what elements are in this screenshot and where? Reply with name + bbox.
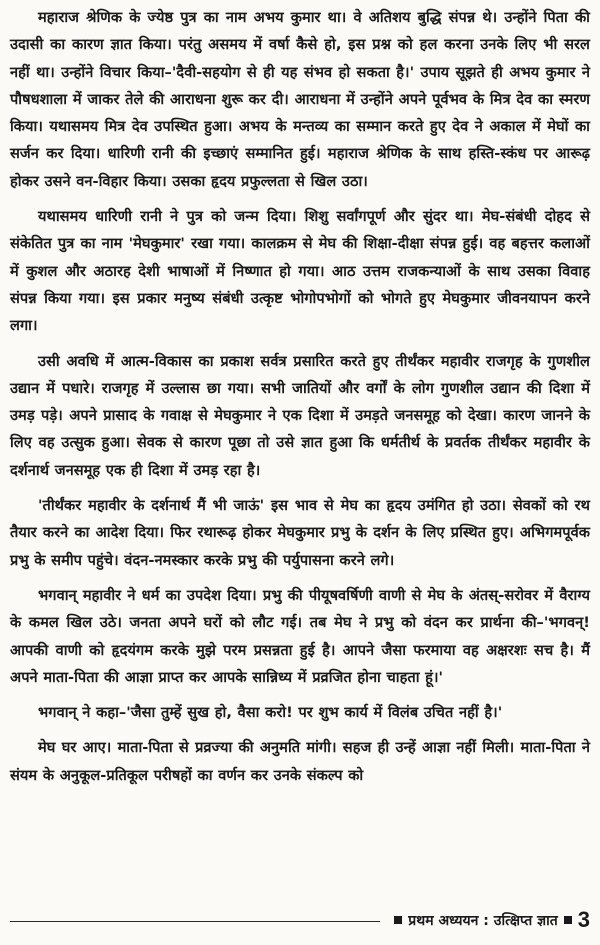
page-footer: [10, 905, 590, 935]
book-page: [10, 0, 590, 945]
paragraph: 'तीर्थंकर महावीर के दर्शनार्थ मैं भी जाऊं' इस भाव से मेघ का हृदय उमंगित हो उठा। सेवकों को रथ तैयार करने का आदेश दिया। फिर रथारूढ़ होकर मेघकुमार प्रभु के दर्शन के लिए प्रस्थित हुए। अभिगमपूर्वक प्रभु के समीप पहुंचे। वंदन-नमस्कार करके प्रभु की पर्युपासना करने लगे।: [10, 497, 590, 569]
paragraph: यथासमय धारिणी रानी ने पुत्र को जन्म दिया। शिशु सर्वांगपूर्ण और सुंदर था। मेघ-संबंधी दोहद से संकेतित पुत्र का नाम 'मेघकुमार' रखा गया। कालक्रम से मेघ की शिक्षा-दीक्षा संपन्न हुई। वह बहत्तर कलाओं में कुशल और अठारह देशी भाषाओं में निष्णात हो गया। आठ उत्तम राजकन्याओं के साथ उसका विवाह संपन्न किया गया। इस प्रकार मनुष्य संबंधी उत्कृष्ट भोगोपभोगों को भोगते हुए मेघकुमार जीवनयापन करने लगा।: [10, 208, 590, 335]
page-body: [10, 4, 590, 797]
square-bullet-icon: [564, 916, 572, 924]
paragraph: उसी अवधि में आत्म-विकास का प्रकाश सर्वत्र प्रसारित करते हुए तीर्थंकर महावीर राजगृह के गुणशील उद्यान में पधारे। राजगृह में उल्लास छा गया। सभी जातियों और वर्गों के लोग गुणशील उद्यान की दिशा में उमड़ पड़े। अपने प्रासाद के गवाक्ष से मेघकुमार ने एक दिशा में उमड़ते जनसमूह को देखा। कारण जानने के लिए वह उत्सुक हुआ। सेवक से कारण पूछा तो उसे ज्ञात हुआ कि धर्मतीर्थ के प्रवर्तक तीर्थंकर महावीर के दर्शनार्थ जनसमूह एक ही दिशा में उमड़ रहा है।: [10, 352, 590, 479]
paragraph: मेघ घर आए। माता-पिता से प्रव्रज्या की अनुमति मांगी। सहज ही उन्हें आज्ञा नहीं मिली। माता-पिता ने संयम के अनुकूल-प्रतिकूल परीषहों का वर्णन कर उनके संकल्प को: [10, 739, 590, 784]
paragraph: भगवान् ने कहा–'जैसा तुम्हें सुख हो, वैसा करो! पर शुभ कार्य में विलंब उचित नहीं है।': [38, 704, 503, 722]
paragraph: भगवान् महावीर ने धर्म का उपदेश दिया। प्रभु की पीयूषवर्षिणी वाणी से मेघ के अंतस्-सरोवर में वैराग्य के कमल खिल उठे। जनता अपने घरों को लौट गई। तब मेघ ने प्रभु को वंदन कर प्रार्थना की–'भगवन्! आपकी वाणी को हृदयंगम करके मुझे परम प्रसन्नता हुई है। आपने जैसा फरमाया वह अक्षरशः सच है। मैं अपने माता-पिता की आज्ञा प्राप्त कर आपके सान्निध्य में प्रव्रजित होना चाहता हूं।': [10, 586, 590, 686]
chapter-title: प्रथम अध्ययन : उत्क्षिप्त ज्ञात: [408, 912, 558, 929]
paragraph: महाराज श्रेणिक के ज्येष्ठ पुत्र का नाम अभय कुमार था। वे अतिशय बुद्धि संपन्न थे। उन्होंने पिता की उदासी का कारण ज्ञात किया। परंतु असमय में वर्षा कैसे हो, इस प्रश्न को हल करना उनके लिए भी सरल नहीं था। उन्होंने विचार किया–'दैवी-सहयोग से ही यह संभव हो सकता है।' उपाय सूझते ही अभय कुमार ने पौषधशाला में जाकर तेले की आराधना शुरू कर दी। आराधना में उन्होंने अपने पूर्वभव के मित्र देव का स्मरण किया। यथासमय मित्र देव उपस्थित हुआ। अभय के मन्तव्य का सम्मान करते हुए देव ने अकाल में मेघों का सर्जन कर दिया। धारिणी रानी की इच्छाएं सम्मानित हुई। महाराज श्रेणिक के साथ हस्ति-स्कंध पर आरूढ़ होकर उसने वन-विहार किया। उसका हृदय प्रफुल्लता से खिल उठा।: [10, 9, 590, 190]
page-number: 3: [577, 907, 590, 932]
footer-rule: [10, 921, 380, 922]
square-bullet-icon: [394, 916, 402, 924]
running-footer: [394, 907, 590, 933]
